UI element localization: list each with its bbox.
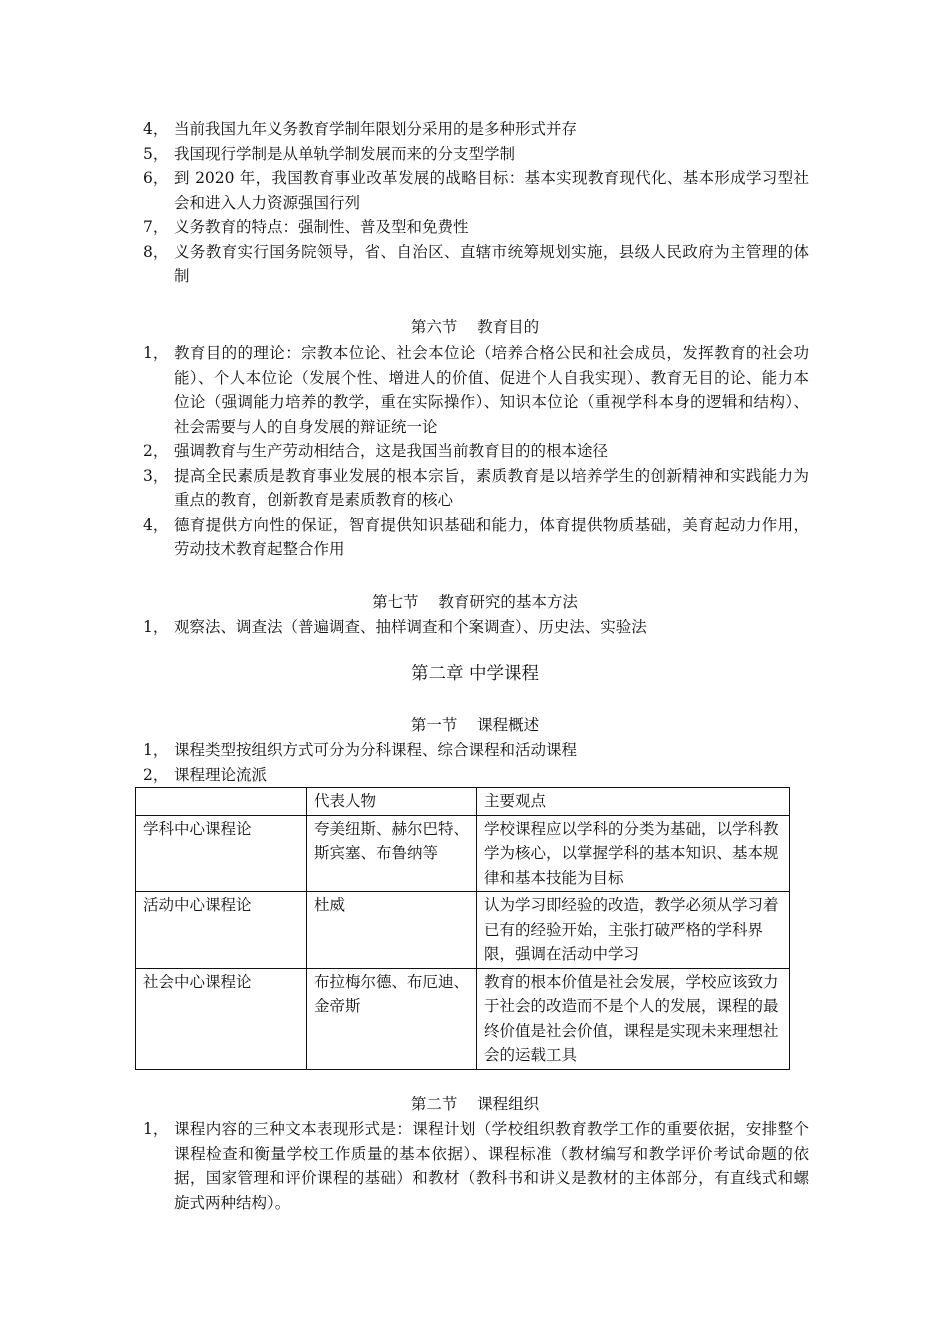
list-item xyxy=(143,142,809,167)
item-number: 1， xyxy=(143,618,169,636)
item-text: 德育提供方向性的保证，智育提供知识基础和能力，体育提供物质基础，美育起动力作用，劳动技术教育起整合作用 xyxy=(174,515,809,558)
list-item xyxy=(143,464,809,513)
item-number: 6， xyxy=(143,169,169,187)
table-header-row xyxy=(136,788,790,816)
item-text: 义务教育实行国务院领导，省、自治区、直辖市统筹规划实施，县级人民政府为主管理的体制 xyxy=(174,242,809,285)
item-text: 到 2020 年，我国教育事业改革发展的战略目标：基本实现教育现代化、基本形成学习型社会和进入人力资源强国行列 xyxy=(174,169,809,212)
table-cell: 学科中心课程论 xyxy=(136,815,307,892)
item-text: 当前我国九年义务教育学制年限划分采用的是多种形式并存 xyxy=(174,120,578,138)
list-block-section2 xyxy=(143,1117,809,1215)
list-item xyxy=(143,166,809,215)
list-item xyxy=(143,341,809,439)
list-item xyxy=(143,240,809,289)
section-heading: 第二节 课程组织 xyxy=(410,1095,540,1113)
list-item xyxy=(143,763,809,788)
item-number: 4， xyxy=(143,120,169,138)
item-number: 1， xyxy=(143,344,169,362)
list-item xyxy=(143,615,809,640)
list-item xyxy=(143,439,809,464)
item-text: 义务教育的特点：强制性、普及型和免费性 xyxy=(174,218,469,236)
item-number: 1， xyxy=(143,1120,169,1138)
item-number: 2， xyxy=(143,442,169,460)
list-item xyxy=(143,1117,809,1215)
curriculum-theory-table xyxy=(135,787,790,1070)
item-text: 我国现行学制是从单轨学制发展而来的分支型学制 xyxy=(174,144,516,163)
table-row xyxy=(136,968,790,1069)
item-number: 8， xyxy=(143,242,169,261)
list-block-section7 xyxy=(143,615,809,640)
item-number: 1， xyxy=(143,741,169,759)
item-text: 课程类型按组织方式可分为分科课程、综合课程和活动课程 xyxy=(174,741,578,759)
table-cell: 教育的根本价值是社会发展，学校应该致力于社会的改造而不是个人的发展，课程的最终价值是社会价值，课程是实现未来理想社会的运载工具 xyxy=(477,968,790,1069)
table-cell: 布拉梅尔德、布厄迪、金帝斯 xyxy=(307,968,477,1069)
list-item xyxy=(143,117,809,142)
item-text: 提高全民素质是教育事业发展的根本宗旨，素质教育是以培养学生的创新精神和实践能力为重点的教育，创新教育是素质教育的核心 xyxy=(174,466,809,509)
table-cell: 夸美纽斯、赫尔巴特、斯宾塞、布鲁纳等 xyxy=(307,815,477,892)
table-cell: 杜威 xyxy=(307,892,477,969)
table-header-cell: 代表人物 xyxy=(307,788,477,816)
item-text: 强调教育与生产劳动相结合，这是我国当前教育目的的根本途径 xyxy=(174,442,609,460)
item-text: 教育目的的理论：宗教本位论、社会本位论（培养合格公民和社会成员，发挥教育的社会功能）、个人本位论（发展个性、增进人的价值、促进个人自我实现）、教育无目的论、能力本位论（强调能力培养的教学，重在实际操作）、知识本位论（重视学科本身的逻辑和结构）、社会需要与人的自身发展的辩证统一论 xyxy=(174,344,809,436)
table-header-cell: 主要观点 xyxy=(477,788,790,816)
table-header-cell xyxy=(136,788,307,816)
section-heading: 第六节 教育目的 xyxy=(410,318,540,336)
item-text: 课程内容的三种文本表现形式是：课程计划（学校组织教育教学工作的重要依据，安排整个课程检查和衡量学校工作质量的基本依据）、课程标准（教材编写和教学评价考试命题的依据，国家管理和评价课程的基础）和教材（教科书和讲义是教材的主体部分，有直线式和螺旋式两种结构）。 xyxy=(174,1120,809,1212)
list-item xyxy=(143,513,809,562)
item-number: 2， xyxy=(143,765,169,784)
item-text: 观察法、调查法（普遍调查、抽样调查和个案调查）、历史法、实验法 xyxy=(174,618,647,636)
table-cell: 活动中心课程论 xyxy=(136,892,307,969)
list-item xyxy=(143,738,809,763)
section-heading: 第七节 教育研究的基本方法 xyxy=(372,593,578,611)
list-block-section6 xyxy=(143,341,809,562)
chapter-title: 第二章 中学课程 xyxy=(410,664,540,684)
list-block-section1 xyxy=(143,738,809,787)
table-cell: 社会中心课程论 xyxy=(136,968,307,1069)
item-text: 课程理论流派 xyxy=(174,765,268,784)
item-number: 3， xyxy=(143,466,169,485)
item-number: 4， xyxy=(143,515,169,534)
list-block-1 xyxy=(143,117,809,289)
table-cell: 学校课程应以学科的分类为基础，以学科教学为核心，以掌握学科的基本知识、基本规律和基本技能为目标 xyxy=(477,815,790,892)
table-row xyxy=(136,892,790,969)
section-heading: 第一节 课程概述 xyxy=(410,716,540,734)
table-row xyxy=(136,815,790,892)
item-number: 5， xyxy=(143,144,169,163)
list-item xyxy=(143,215,809,240)
item-number: 7， xyxy=(143,218,169,236)
table-cell: 认为学习即经验的改造，教学必须从学习着已有的经验开始，主张打破严格的学科界限，强调在活动中学习 xyxy=(477,892,790,969)
